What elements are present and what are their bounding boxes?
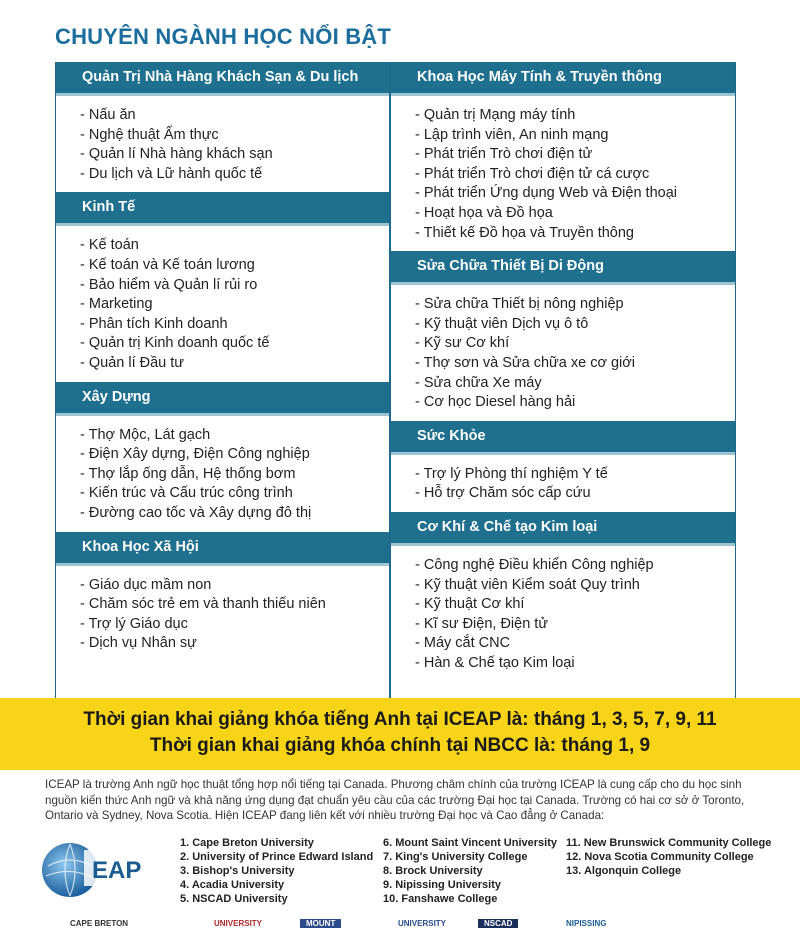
list-item: 10. Fanshawe College <box>383 893 498 905</box>
list-item: - Phát triển Trò chơi điện tử cá cược <box>415 165 735 185</box>
list-item: - Lập trình viên, An ninh mạng <box>415 126 735 146</box>
partner-logo: MOUNT <box>300 919 341 928</box>
list-item: - Phân tích Kinh doanh <box>80 315 389 335</box>
partner-logos-strip <box>0 917 800 928</box>
list-item: - Kế toán và Kế toán lương <box>80 256 389 276</box>
list-item: - Thợ Mộc, Lát gạch <box>80 426 389 446</box>
list-item: - Hỗ trợ Chăm sóc cấp cứu <box>415 484 735 504</box>
list-item: - Quản lí Nhà hàng khách sạn <box>80 145 389 165</box>
list-item: 7. King's University College <box>383 851 528 863</box>
logo-text: EAP <box>92 857 142 884</box>
list-item: 4. Acadia University <box>180 879 285 891</box>
list-item: 1. Cape Breton University <box>180 837 314 849</box>
iceap-logo <box>40 836 160 900</box>
list-item: - Kiến trúc và Cấu trúc công trình <box>80 484 389 504</box>
list-item: 8. Brock University <box>383 865 483 877</box>
section-header: Khoa Học Máy Tính & Truyền thông <box>391 62 735 96</box>
course-list <box>56 226 389 381</box>
banner-line-main: Thời gian khai giảng khóa chính tại NBCC là: tháng 1, 9 <box>149 735 651 756</box>
list-item: - Sửa chữa Thiết bị nông nghiệp <box>415 295 735 315</box>
course-list <box>391 546 735 682</box>
partner-logo: NIPISSING <box>566 919 607 928</box>
course-list <box>56 566 389 662</box>
list-item: - Kỹ thuật viên Kiểm soát Quy trình <box>415 576 735 596</box>
list-item: - Phát triển Trò chơi điện tử <box>415 145 735 165</box>
list-item: - Kĩ sư Điện, Điện tử <box>415 615 735 635</box>
section-header: Xây Dựng <box>56 382 389 416</box>
section-header: Sức Khỏe <box>391 421 735 455</box>
list-item: - Điện Xây dựng, Điện Công nghiệp <box>80 445 389 465</box>
list-item: 9. Nipissing University <box>383 879 501 891</box>
section-header: Khoa Học Xã Hội <box>56 532 389 566</box>
section-metal-fabrication <box>391 512 735 682</box>
list-item: - Du lịch và Lữ hành quốc tế <box>80 165 389 185</box>
list-item: 2. University of Prince Edward Island <box>180 851 374 863</box>
partner-logo: NSCAD <box>478 919 518 928</box>
list-item: - Đường cao tốc và Xây dựng đô thị <box>80 504 389 524</box>
list-item: - Dịch vụ Nhân sự <box>80 634 389 654</box>
list-item: - Công nghệ Điều khiển Công nghiệp <box>415 556 735 576</box>
list-item: 13. Algonquin College <box>566 865 682 877</box>
course-list <box>391 96 735 251</box>
list-item: - Trợ lý Giáo dục <box>80 615 389 635</box>
list-item: - Giáo dục mầm non <box>80 576 389 596</box>
banner-line-english: Thời gian khai giảng khóa tiếng Anh tại ICEAP là: tháng 1, 3, 5, 7, 9, 11 <box>83 709 717 730</box>
section-mobile-repair <box>391 251 735 421</box>
partner-logo: UNIVERSITY <box>214 919 263 928</box>
list-item: - Quản trị Kinh doanh quốc tế <box>80 334 389 354</box>
section-social-science <box>56 532 389 662</box>
list-item: - Sửa chữa Xe máy <box>415 374 735 394</box>
intake-banner <box>0 698 800 770</box>
section-header: Sửa Chữa Thiết Bị Di Động <box>391 251 735 285</box>
list-item: - Kỹ thuật viên Dịch vụ ô tô <box>415 315 735 335</box>
section-health <box>391 421 735 512</box>
list-item: 12. Nova Scotia Community College <box>566 851 754 863</box>
course-list <box>391 285 735 421</box>
course-list <box>391 455 735 512</box>
university-list-2 <box>383 836 557 906</box>
list-item: - Trợ lý Phòng thí nghiệm Y tế <box>415 465 735 485</box>
school-description: ICEAP là trường Anh ngữ học thuật tổng hợp nổi tiếng tại Canada. Phương châm chính của trường ICEAP là cung cấp cho du học sinh nguồn kiến thức Anh ngữ và khả năng ứng dụng đạt chuẩn yêu cầu của các trường Đại học tại Canada. Trường có hai cơ sở ở Toronto, Ontario và Sydney, Nova Scotia. Hiện ICEAP đang liên kết với nhiều trường Đại học và Cao đẳng ở Canada: <box>45 778 745 823</box>
list-item: 5. NSCAD University <box>180 893 288 905</box>
list-item: - Kỹ sư Cơ khí <box>415 334 735 354</box>
list-item: - Cơ học Diesel hàng hải <box>415 393 735 413</box>
list-item: - Kỹ thuật Cơ khí <box>415 595 735 615</box>
list-item: 6. Mount Saint Vincent University <box>383 837 557 849</box>
list-item: - Quản lí Đầu tư <box>80 354 389 374</box>
section-computer-science <box>391 62 735 251</box>
page-title: CHUYÊN NGÀNH HỌC NỔI BẬT <box>55 24 392 49</box>
section-construction <box>56 382 389 532</box>
list-item: 3. Bishop's University <box>180 865 295 877</box>
list-item: - Kế toán <box>80 236 389 256</box>
university-list-3 <box>566 836 771 878</box>
section-header: Kinh Tế <box>56 192 389 226</box>
left-column <box>55 62 390 698</box>
section-header: Cơ Khí & Chế tạo Kim loại <box>391 512 735 546</box>
course-list <box>56 416 389 532</box>
list-item: - Hoạt họa và Đồ họa <box>415 204 735 224</box>
list-item: - Thợ lắp ống dẫn, Hệ thống bơm <box>80 465 389 485</box>
partner-logo: CAPE BRETON <box>70 919 129 928</box>
list-item: - Thiết kế Đồ họa và Truyền thông <box>415 224 735 244</box>
section-economics <box>56 192 389 381</box>
list-item: - Nấu ăn <box>80 106 389 126</box>
right-column <box>390 62 736 698</box>
list-item: 11. New Brunswick Community College <box>566 837 772 849</box>
list-item: - Quản trị Mạng máy tính <box>415 106 735 126</box>
list-item: - Bảo hiểm và Quản lí rủi ro <box>80 276 389 296</box>
course-list <box>56 96 389 192</box>
partner-logo: UNIVERSITY <box>398 919 447 928</box>
list-item: - Thợ sơn và Sửa chữa xe cơ giới <box>415 354 735 374</box>
university-list-1 <box>180 836 373 906</box>
section-hospitality <box>56 62 389 192</box>
list-item: - Hàn & Chế tạo Kim loại <box>415 654 735 674</box>
list-item: - Chăm sóc trẻ em và thanh thiếu niên <box>80 595 389 615</box>
list-item: - Phát triển Ứng dụng Web và Điện thoại <box>415 184 735 204</box>
section-header: Quản Trị Nhà Hàng Khách Sạn & Du lịch <box>56 62 389 96</box>
list-item: - Nghệ thuật Ẩm thực <box>80 126 389 146</box>
list-item: - Máy cắt CNC <box>415 634 735 654</box>
list-item: - Marketing <box>80 295 389 315</box>
